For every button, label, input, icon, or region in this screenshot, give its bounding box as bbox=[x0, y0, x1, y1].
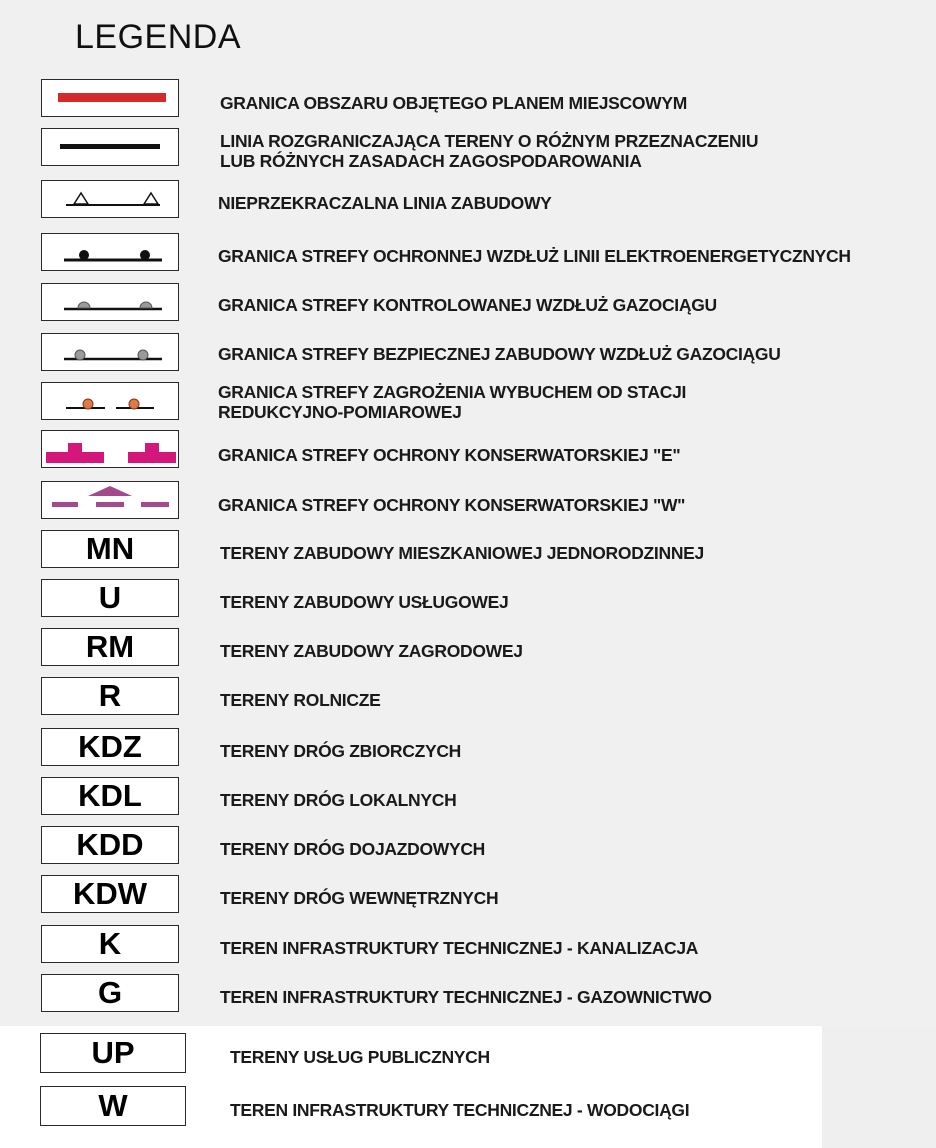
zone-code-box bbox=[41, 875, 179, 913]
symbol-conservation-e bbox=[41, 430, 179, 468]
zone-code-box bbox=[40, 1033, 186, 1073]
zone-code: U bbox=[98, 580, 122, 615]
label-text: GRANICA STREFY OCHRONY KONSERWATORSKIEJ "E" bbox=[218, 445, 681, 465]
zone-code-box bbox=[40, 1086, 186, 1126]
black-line-icon bbox=[42, 129, 178, 165]
legend-label-building-line bbox=[218, 193, 552, 213]
label-text: GRANICA OBSZARU OBJĘTEGO PLANEM MIEJSCOWYM bbox=[220, 93, 688, 113]
label-text: TERENY ROLNICZE bbox=[220, 690, 381, 710]
zone-label bbox=[220, 741, 461, 761]
symbol-building-line bbox=[41, 180, 179, 218]
legend-label-gas-controlled bbox=[218, 295, 717, 315]
zone-code: UP bbox=[91, 1035, 135, 1070]
zone-label bbox=[230, 1047, 490, 1067]
zone-code-box bbox=[41, 925, 179, 963]
label-text: LINIA ROZGRANICZAJĄCA TERENY O RÓŻNYM PRZEZNACZENIU bbox=[220, 131, 759, 151]
red-boundary-line-icon bbox=[42, 80, 178, 116]
zone-code-box bbox=[41, 777, 179, 815]
label-text: TERENY DRÓG ZBIORCZYCH bbox=[220, 741, 462, 761]
label-text-line2: REDUKCYJNO-POMIAROWEJ bbox=[218, 402, 462, 422]
label-text: GRANICA STREFY OCHRONY KONSERWATORSKIEJ "W" bbox=[218, 495, 686, 515]
zone-label bbox=[220, 690, 380, 710]
zone-code: KDD bbox=[76, 827, 144, 862]
zone-label bbox=[220, 987, 712, 1007]
label-text: TEREN INFRASTRUKTURY TECHNICZNEJ - GAZOWNICTWO bbox=[220, 987, 712, 1007]
zone-code: MN bbox=[85, 531, 135, 566]
legend-label-conservation-e bbox=[218, 445, 680, 465]
legend-title: LEGENDA bbox=[75, 18, 241, 56]
label-text: TERENY ZABUDOWY ZAGRODOWEJ bbox=[220, 641, 523, 661]
zone-label bbox=[220, 938, 698, 958]
label-text: TERENY ZABUDOWY MIESZKANIOWEJ JEDNORODZINNEJ bbox=[220, 543, 704, 563]
zone-label bbox=[220, 592, 508, 612]
label-text-line2: LUB RÓŻNYCH ZASADACH ZAGOSPODAROWANIA bbox=[220, 151, 642, 171]
zone-code: KDW bbox=[72, 876, 148, 911]
symbol-dividing-line bbox=[41, 128, 179, 166]
zone-code: K bbox=[98, 926, 122, 961]
legend-label-explosion bbox=[218, 382, 686, 422]
zone-code: W bbox=[98, 1088, 128, 1123]
label-text: GRANICA STREFY OCHRONNEJ WZDŁUŻ LINII ELEKTROENERGETYCZNYCH bbox=[218, 246, 851, 266]
purple-roof-dash-icon bbox=[42, 482, 178, 518]
zone-label bbox=[220, 543, 704, 563]
zone-code-box bbox=[41, 530, 179, 568]
zone-code-box bbox=[41, 728, 179, 766]
symbol-red-boundary bbox=[41, 79, 179, 117]
legend-label-boundary bbox=[220, 93, 687, 113]
label-text: GRANICA STREFY KONTROLOWANEJ WZDŁUŻ GAZOCIĄGU bbox=[218, 295, 717, 315]
triangle-line-icon bbox=[42, 181, 178, 217]
zone-code: RM bbox=[85, 629, 135, 664]
label-text: TERENY DRÓG LOKALNYCH bbox=[220, 790, 457, 810]
legend-label-power-line bbox=[218, 246, 851, 266]
symbol-gas-safe-zone bbox=[41, 333, 179, 371]
legend-label-conservation-w bbox=[218, 495, 685, 515]
black-dot-line-icon bbox=[42, 234, 178, 270]
gray-semicircle-line-icon bbox=[42, 284, 178, 320]
label-text: TERENY DRÓG WEWNĘTRZNYCH bbox=[220, 888, 499, 908]
symbol-conservation-w bbox=[41, 481, 179, 519]
legend-label-gas-safe bbox=[218, 344, 781, 364]
zone-label bbox=[220, 641, 523, 661]
symbol-explosion-zone bbox=[41, 382, 179, 420]
zone-code: KDZ bbox=[78, 729, 142, 764]
zone-code-box bbox=[41, 628, 179, 666]
orange-dot-dash-icon bbox=[42, 383, 178, 419]
zone-label bbox=[220, 790, 456, 810]
zone-code: R bbox=[98, 678, 122, 713]
label-text: NIEPRZEKRACZALNA LINIA ZABUDOWY bbox=[218, 193, 552, 213]
label-text: GRANICA STREFY ZAGROŻENIA WYBUCHEM OD STACJI bbox=[218, 382, 687, 402]
zone-code-box bbox=[41, 974, 179, 1012]
label-text: GRANICA STREFY BEZPIECZNEJ ZABUDOWY WZDŁUŻ GAZOCIĄGU bbox=[218, 344, 781, 364]
gray-dot-line-icon bbox=[42, 334, 178, 370]
magenta-notched-line-icon bbox=[42, 431, 178, 467]
label-text: TEREN INFRASTRUKTURY TECHNICZNEJ - WODOCIĄGI bbox=[230, 1100, 690, 1120]
legend-label-dividing bbox=[220, 131, 758, 171]
label-text: TERENY DRÓG DOJAZDOWYCH bbox=[220, 839, 486, 859]
zone-code: G bbox=[97, 975, 123, 1010]
zone-code-box bbox=[41, 677, 179, 715]
label-text: TERENY ZABUDOWY USŁUGOWEJ bbox=[220, 592, 509, 612]
zone-code-box bbox=[41, 826, 179, 864]
zone-code: KDL bbox=[78, 778, 142, 813]
zone-label bbox=[220, 839, 485, 859]
symbol-gas-controlled-zone bbox=[41, 283, 179, 321]
label-text: TERENY USŁUG PUBLICZNYCH bbox=[230, 1047, 490, 1067]
zone-label bbox=[220, 888, 498, 908]
symbol-power-line-zone bbox=[41, 233, 179, 271]
zone-label bbox=[230, 1100, 689, 1120]
label-text: TEREN INFRASTRUKTURY TECHNICZNEJ - KANALIZACJA bbox=[220, 938, 699, 958]
zone-code-box bbox=[41, 579, 179, 617]
